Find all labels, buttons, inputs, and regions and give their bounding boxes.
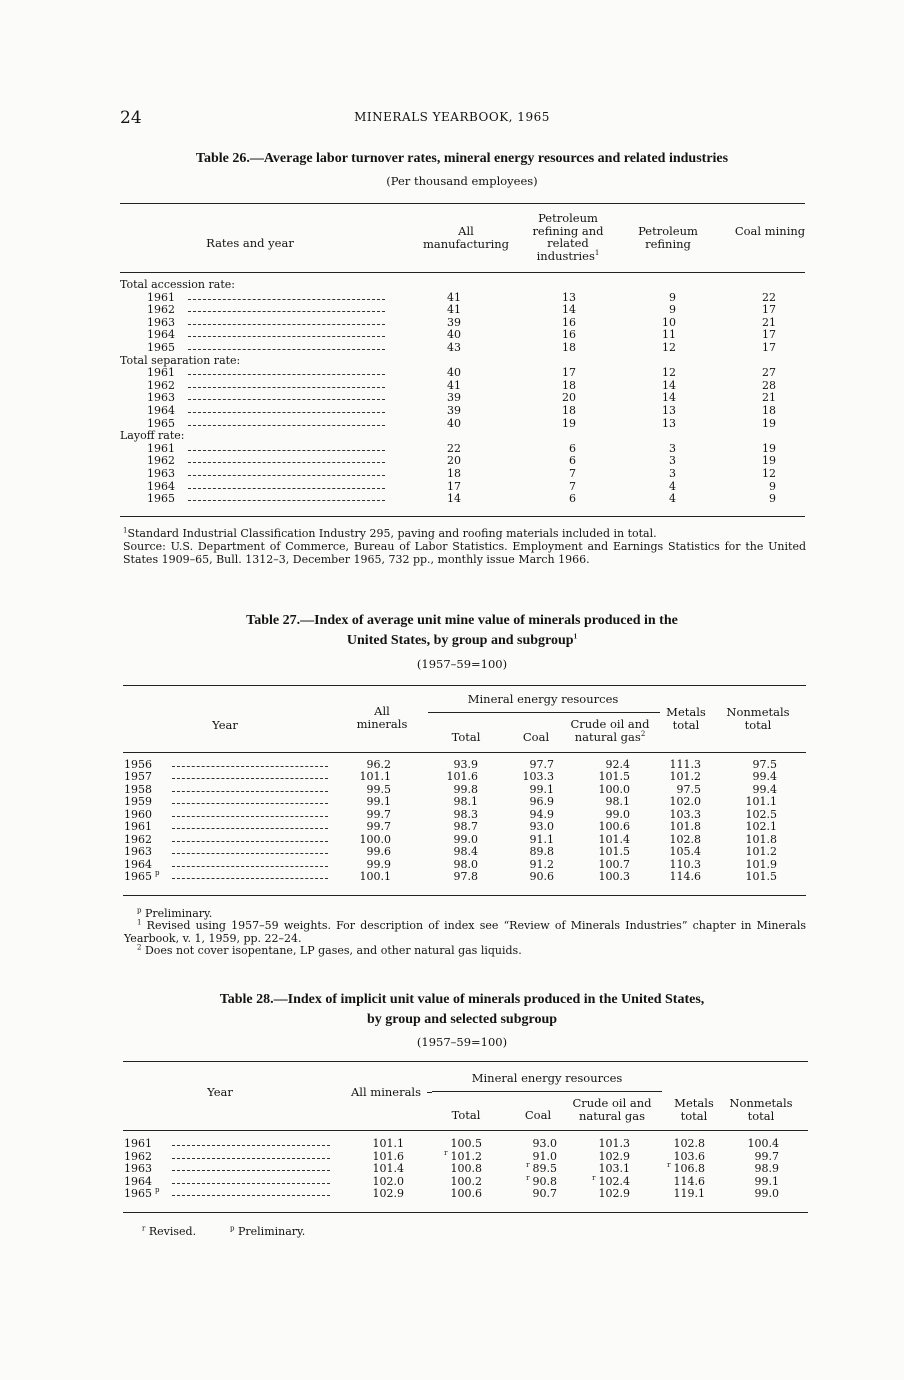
table-cell: 96.9 bbox=[529, 795, 554, 809]
table-cell: 9 bbox=[769, 492, 776, 506]
column-header-crude-oil: Crude oil and natural gas$^2$ bbox=[570, 717, 650, 744]
table-cell: 102.8 bbox=[669, 832, 701, 846]
column-header-metals: Metals total bbox=[666, 705, 706, 732]
table-cell: 101.8 bbox=[669, 820, 701, 834]
table-cell: 17 bbox=[762, 341, 776, 354]
dot-leader bbox=[188, 349, 385, 350]
row-year-text: 1964 bbox=[124, 1174, 152, 1188]
dot-leader bbox=[188, 311, 385, 312]
dot-leader bbox=[172, 816, 328, 817]
table-cell: 19 bbox=[762, 441, 776, 455]
cell-value: 101.2 bbox=[450, 1149, 482, 1163]
table-cell: 99.1 bbox=[529, 782, 554, 796]
table-cell: 99.7 bbox=[366, 807, 391, 821]
column-header-all-minerals: All minerals bbox=[350, 1085, 422, 1099]
row-year: 1963 bbox=[147, 467, 175, 480]
cell-value: 100.4 bbox=[747, 1137, 779, 1150]
preliminary-mark: p bbox=[155, 1186, 160, 1195]
dot-leader bbox=[172, 866, 328, 867]
table-header-rule bbox=[120, 272, 805, 273]
table-cell: 39 bbox=[447, 404, 461, 417]
table-cell: 19 bbox=[762, 454, 776, 468]
table-cell: 103.3 bbox=[669, 807, 701, 821]
table-cell: 93.0 bbox=[529, 820, 554, 834]
table-cell: 12 bbox=[662, 341, 676, 354]
column-header-all-manufacturing: All manufacturing bbox=[422, 224, 510, 251]
table-cell: 100.0 bbox=[598, 782, 630, 796]
dot-leader bbox=[172, 841, 328, 842]
table-cell: 16 bbox=[562, 315, 576, 329]
table-cell: 18 bbox=[562, 341, 576, 354]
table-cell: 12 bbox=[762, 467, 776, 480]
table-cell: 101.4 bbox=[598, 832, 630, 846]
table-cell: 100.3 bbox=[598, 870, 630, 884]
table-top-rule bbox=[120, 203, 805, 204]
row-year: 1963 bbox=[147, 391, 175, 405]
dot-leader bbox=[172, 878, 328, 879]
table-cell: 101.1 bbox=[359, 770, 391, 784]
table-cell: 99.0 bbox=[453, 832, 478, 846]
table-cell: 114.6 bbox=[669, 870, 701, 884]
table-title-line-1: Table 27.—Index of average unit mine value of minerals produced in the bbox=[246, 613, 678, 628]
table-bottom-rule bbox=[123, 1212, 808, 1213]
table-cell: 101.5 bbox=[598, 845, 630, 859]
dot-leader bbox=[172, 766, 328, 767]
table-cell: 100.1 bbox=[359, 870, 391, 884]
cell-value: 102.0 bbox=[372, 1174, 404, 1188]
table-cell: 14 bbox=[562, 303, 576, 317]
table-cell: 110.3 bbox=[669, 857, 701, 871]
row-year-text: 1964 bbox=[124, 857, 152, 871]
column-header-group: Mineral energy resources bbox=[471, 1071, 623, 1085]
table-cell: 100.0 bbox=[359, 832, 391, 846]
cell-value: 102.9 bbox=[372, 1187, 404, 1200]
table-cell: 103.3 bbox=[522, 770, 554, 784]
table-cell: 101.5 bbox=[598, 770, 630, 784]
dot-leader bbox=[172, 778, 328, 779]
table-cell: 99.4 bbox=[752, 782, 777, 796]
table-cell: 6 bbox=[569, 454, 576, 468]
group-header-rule bbox=[432, 1091, 662, 1092]
footnote: $^1$ Revised using 1957–59 weights. For description of index see “Review of Minerals Industries” chapter in Minerals Yearbook, v. 1, 1959, pp. 22–24. bbox=[124, 918, 807, 945]
table-cell: 96.2 bbox=[366, 758, 391, 771]
table-bottom-rule bbox=[120, 516, 805, 517]
table-cell: 41 bbox=[447, 303, 461, 317]
dot-leader bbox=[188, 462, 385, 463]
table-cell: 21 bbox=[762, 391, 776, 405]
cell-value: 103.6 bbox=[673, 1149, 705, 1163]
column-header-total: Total bbox=[451, 730, 481, 744]
row-year bbox=[124, 871, 159, 883]
table-cell: 6 bbox=[569, 492, 576, 506]
table-cell bbox=[560, 1188, 630, 1200]
table-cell: 101.5 bbox=[745, 870, 777, 884]
table-title-line-2: by group and selected subgroup bbox=[366, 1012, 558, 1027]
row-year-text: 1960 bbox=[124, 807, 152, 821]
table-cell: 39 bbox=[447, 315, 461, 329]
cell-value: 89.5 bbox=[532, 1162, 557, 1175]
column-header-coal: Coal bbox=[524, 1108, 552, 1122]
dot-leader bbox=[188, 299, 385, 300]
table-cell bbox=[334, 1188, 404, 1200]
cell-value: 100.2 bbox=[450, 1174, 482, 1188]
table-cell: 27 bbox=[762, 366, 776, 380]
source-note: Source: U.S. Department of Commerce, Bureau of Labor Statistics. Employment and Earnings Statistics for the United States 1909–65, Bull. 1312–3, December 1965, 732 pp., monthly issue March 1966. bbox=[123, 540, 806, 566]
row-year: 1964 bbox=[147, 328, 175, 342]
table-cell: 101.2 bbox=[669, 770, 701, 784]
dot-leader bbox=[188, 387, 385, 388]
table-cell: 94.9 bbox=[529, 807, 554, 821]
table-cell: 98.1 bbox=[605, 795, 630, 809]
table-cell: 90.6 bbox=[529, 870, 554, 884]
cell-value: 102.9 bbox=[598, 1187, 630, 1200]
table-cell: 91.1 bbox=[529, 832, 554, 846]
table-cell: 19 bbox=[762, 416, 776, 430]
row-year: 1965 bbox=[147, 341, 175, 354]
column-header-petroleum-refining: Petroleum refining bbox=[638, 224, 698, 251]
table-cell bbox=[412, 1188, 482, 1200]
row-year bbox=[124, 1188, 159, 1200]
table-cell: 98.3 bbox=[453, 807, 478, 821]
column-header-metals: Metals total bbox=[674, 1096, 714, 1123]
table-cell: 3 bbox=[669, 467, 676, 480]
column-header-year: Year bbox=[212, 718, 238, 732]
row-year-text: 1961 bbox=[124, 1137, 152, 1150]
row-year-text: 1965 bbox=[124, 870, 152, 884]
row-year-text: 1959 bbox=[124, 795, 152, 809]
table-cell: 99.1 bbox=[366, 795, 391, 809]
table-cell: 98.7 bbox=[453, 820, 478, 834]
row-year-text: 1956 bbox=[124, 758, 152, 771]
row-year-text: 1962 bbox=[124, 1149, 152, 1163]
cell-value: 101.3 bbox=[598, 1137, 630, 1150]
row-year: 1963 bbox=[147, 315, 175, 329]
table-cell: 14 bbox=[662, 391, 676, 405]
row-year: 1965 bbox=[147, 416, 175, 430]
table-header-rule bbox=[123, 1130, 808, 1131]
footnote: $^2$ Does not cover isopentane, LP gases, and other natural gas liquids. bbox=[137, 943, 522, 957]
footnote: $^r$ Revised. bbox=[142, 1224, 197, 1238]
table-cell: 7 bbox=[569, 479, 576, 493]
table-cell: 99.7 bbox=[366, 820, 391, 834]
table-cell: 98.1 bbox=[453, 795, 478, 809]
table-cell: 99.0 bbox=[605, 807, 630, 821]
table-cell: 98.4 bbox=[453, 845, 478, 859]
table-title-line-2: United States, by group and subgroup$^1$ bbox=[346, 632, 578, 648]
section-label: Layoff rate: bbox=[120, 429, 185, 443]
column-header-coal-mining: Coal mining bbox=[734, 224, 806, 238]
dot-leader bbox=[188, 374, 385, 375]
cell-value: 91.0 bbox=[532, 1149, 557, 1163]
group-header-rule bbox=[428, 712, 660, 713]
table-cell: 105.4 bbox=[669, 845, 701, 859]
table-cell: 4 bbox=[669, 479, 676, 493]
column-header-all-minerals: All minerals bbox=[356, 704, 408, 731]
revised-mark: r bbox=[667, 1161, 671, 1170]
dot-leader bbox=[188, 475, 385, 476]
table-cell: 19 bbox=[562, 416, 576, 430]
row-year: 1961 bbox=[147, 366, 175, 380]
table-cell: 9 bbox=[769, 479, 776, 493]
table-cell: 101.9 bbox=[745, 857, 777, 871]
dot-leader bbox=[172, 1170, 330, 1171]
dot-leader bbox=[188, 488, 385, 489]
dot-leader bbox=[188, 399, 385, 400]
table-cell: 111.3 bbox=[669, 758, 701, 771]
cell-value: 90.8 bbox=[532, 1174, 557, 1188]
table-cell: 14 bbox=[447, 492, 461, 506]
table-cell: 97.7 bbox=[529, 758, 554, 771]
table-cell: 4 bbox=[669, 492, 676, 506]
cell-value: 119.1 bbox=[673, 1187, 705, 1200]
table-cell: 101.1 bbox=[745, 795, 777, 809]
table-cell: 91.2 bbox=[529, 857, 554, 871]
table-cell: 18 bbox=[562, 378, 576, 392]
table-cell: 11 bbox=[662, 328, 676, 342]
table-cell: 98.0 bbox=[453, 857, 478, 871]
table-top-rule bbox=[123, 685, 806, 686]
column-header-year: Year bbox=[207, 1085, 233, 1099]
cell-value: 100.5 bbox=[450, 1137, 482, 1150]
dot-leader bbox=[172, 1195, 330, 1196]
cell-value: 106.8 bbox=[673, 1162, 705, 1175]
table-cell: 17 bbox=[762, 303, 776, 317]
row-year-text: 1962 bbox=[124, 832, 152, 846]
table-cell: 18 bbox=[447, 467, 461, 480]
table-cell: 20 bbox=[447, 454, 461, 468]
table-cell: 100.6 bbox=[598, 820, 630, 834]
table-bottom-rule bbox=[123, 895, 806, 896]
cell-value: 98.9 bbox=[754, 1162, 779, 1175]
table-cell: 97.5 bbox=[752, 758, 777, 771]
table-cell: 13 bbox=[662, 404, 676, 417]
table-cell: 12 bbox=[662, 366, 676, 380]
all-minerals-leader bbox=[427, 1092, 432, 1093]
dot-leader bbox=[172, 1158, 330, 1159]
table-cell: 92.4 bbox=[605, 758, 630, 771]
table-cell: 13 bbox=[662, 416, 676, 430]
table-cell: 89.8 bbox=[529, 845, 554, 859]
column-header-crude-oil: Crude oil and natural gas bbox=[572, 1096, 652, 1123]
dot-leader bbox=[188, 412, 385, 413]
cell-value: 114.6 bbox=[673, 1174, 705, 1188]
dot-leader bbox=[172, 803, 328, 804]
table-cell: 17 bbox=[762, 328, 776, 342]
table-cell: 100.7 bbox=[598, 857, 630, 871]
revised-mark: r bbox=[444, 1148, 448, 1157]
cell-value: 102.9 bbox=[598, 1149, 630, 1163]
table-cell: 93.9 bbox=[453, 758, 478, 771]
table-cell: 99.4 bbox=[752, 770, 777, 784]
table-cell: 99.5 bbox=[366, 782, 391, 796]
table-cell: 41 bbox=[447, 378, 461, 392]
table-cell bbox=[709, 1188, 779, 1200]
column-header-petroleum-refining-related: Petroleum refining and related industries$^1$ bbox=[532, 211, 604, 263]
footnote: $^1$Standard Industrial Classification Industry 295, paving and roofing materials included in total. bbox=[123, 526, 657, 540]
table-cell: 22 bbox=[447, 441, 461, 455]
table-cell: 17 bbox=[447, 479, 461, 493]
dot-leader bbox=[172, 853, 328, 854]
table-cell: 97.8 bbox=[453, 870, 478, 884]
cell-value: 99.0 bbox=[754, 1187, 779, 1200]
row-year: 1964 bbox=[147, 404, 175, 417]
dot-leader bbox=[188, 500, 385, 501]
running-title: MINERALS YEARBOOK, 1965 bbox=[354, 110, 550, 124]
page-number: 24 bbox=[120, 108, 142, 128]
cell-value: 93.0 bbox=[532, 1137, 557, 1150]
table-cell: 99.6 bbox=[366, 845, 391, 859]
dot-leader bbox=[188, 324, 385, 325]
table-cell: 3 bbox=[669, 441, 676, 455]
table-cell: 20 bbox=[562, 391, 576, 405]
column-header-stub: Rates and year bbox=[206, 236, 294, 250]
row-year-text: 1963 bbox=[124, 1162, 152, 1175]
column-header-group: Mineral energy resources bbox=[467, 692, 619, 706]
table-cell: 13 bbox=[562, 290, 576, 304]
row-year: 1961 bbox=[147, 441, 175, 455]
table-cell: 21 bbox=[762, 315, 776, 329]
table-header-rule bbox=[123, 752, 806, 753]
table-cell: 40 bbox=[447, 366, 461, 380]
table-cell: 102.1 bbox=[745, 820, 777, 834]
table-cell: 14 bbox=[662, 378, 676, 392]
row-year: 1962 bbox=[147, 378, 175, 392]
table-cell: 101.6 bbox=[446, 770, 478, 784]
column-header-coal: Coal bbox=[522, 730, 550, 744]
cell-value: 99.1 bbox=[754, 1174, 779, 1188]
revised-mark: r bbox=[526, 1161, 530, 1170]
table-cell: 99.9 bbox=[366, 857, 391, 871]
table-top-rule bbox=[123, 1061, 808, 1062]
revised-mark: r bbox=[592, 1173, 596, 1182]
table-cell: 101.8 bbox=[745, 832, 777, 846]
table-title: Table 26.—Average labor turnover rates, mineral energy resources and related industries bbox=[195, 151, 729, 166]
table-cell: 102.5 bbox=[745, 807, 777, 821]
dot-leader bbox=[172, 1145, 330, 1146]
table-cell: 7 bbox=[569, 467, 576, 480]
row-year-text: 1965 bbox=[124, 1187, 152, 1200]
dot-leader bbox=[172, 791, 328, 792]
table-cell bbox=[487, 1188, 557, 1200]
row-year: 1962 bbox=[147, 303, 175, 317]
row-year-text: 1961 bbox=[124, 820, 152, 834]
dot-leader bbox=[172, 828, 328, 829]
dot-leader bbox=[188, 425, 385, 426]
table-cell: 28 bbox=[762, 378, 776, 392]
row-year: 1965 bbox=[147, 492, 175, 506]
table-cell: 17 bbox=[562, 366, 576, 380]
table-cell: 40 bbox=[447, 416, 461, 430]
row-year: 1962 bbox=[147, 454, 175, 468]
footnote: $^p$ Preliminary. bbox=[137, 906, 213, 920]
column-header-total: Total bbox=[451, 1108, 481, 1122]
dot-leader bbox=[188, 336, 385, 337]
table-cell: 41 bbox=[447, 290, 461, 304]
row-year-text: 1958 bbox=[124, 782, 152, 796]
cell-value: 103.1 bbox=[598, 1162, 630, 1175]
table-cell: 39 bbox=[447, 391, 461, 405]
cell-value: 102.8 bbox=[673, 1137, 705, 1150]
row-year-text: 1963 bbox=[124, 845, 152, 859]
dot-leader bbox=[172, 1183, 330, 1184]
section-label: Total separation rate: bbox=[120, 353, 241, 367]
table-cell: 10 bbox=[662, 315, 676, 329]
table-cell: 6 bbox=[569, 441, 576, 455]
table-subtitle: (1957–59=100) bbox=[416, 1035, 508, 1049]
table-cell: 18 bbox=[562, 404, 576, 417]
section-label: Total accession rate: bbox=[120, 278, 235, 291]
cell-value: 101.1 bbox=[372, 1137, 404, 1150]
dot-leader bbox=[188, 450, 385, 451]
table-cell: 99.8 bbox=[453, 782, 478, 796]
table-cell: 9 bbox=[669, 303, 676, 317]
table-cell: 9 bbox=[669, 290, 676, 304]
table-subtitle: (1957–59=100) bbox=[416, 657, 508, 671]
table-cell: 97.5 bbox=[676, 782, 701, 796]
table-cell bbox=[635, 1188, 705, 1200]
table-cell: 101.2 bbox=[745, 845, 777, 859]
table-subtitle: (Per thousand employees) bbox=[386, 174, 538, 188]
table-title-line-1: Table 28.—Index of implicit unit value of minerals produced in the United States, bbox=[219, 992, 705, 1007]
row-year: 1961 bbox=[147, 290, 175, 304]
revised-mark: r bbox=[526, 1173, 530, 1182]
column-header-nonmetals: Nonmetals total bbox=[729, 1096, 793, 1123]
cell-value: 101.4 bbox=[372, 1162, 404, 1175]
table-cell: 18 bbox=[762, 404, 776, 417]
footnote: $^p$ Preliminary. bbox=[230, 1224, 306, 1238]
table-cell: 40 bbox=[447, 328, 461, 342]
table-cell: 102.0 bbox=[669, 795, 701, 809]
cell-value: 100.8 bbox=[450, 1162, 482, 1175]
table-cell: 43 bbox=[447, 341, 461, 354]
cell-value: 90.7 bbox=[532, 1187, 557, 1200]
table-cell: 3 bbox=[669, 454, 676, 468]
column-header-nonmetals: Nonmetals total bbox=[726, 705, 790, 732]
table-cell: 16 bbox=[562, 328, 576, 342]
cell-value: 100.6 bbox=[450, 1187, 482, 1200]
preliminary-mark: p bbox=[155, 869, 160, 878]
row-year-text: 1957 bbox=[124, 770, 152, 784]
cell-value: 101.6 bbox=[372, 1149, 404, 1163]
row-year: 1964 bbox=[147, 479, 175, 493]
table-cell: 22 bbox=[762, 290, 776, 304]
cell-value: 99.7 bbox=[754, 1149, 779, 1163]
cell-value: 102.4 bbox=[598, 1174, 630, 1188]
